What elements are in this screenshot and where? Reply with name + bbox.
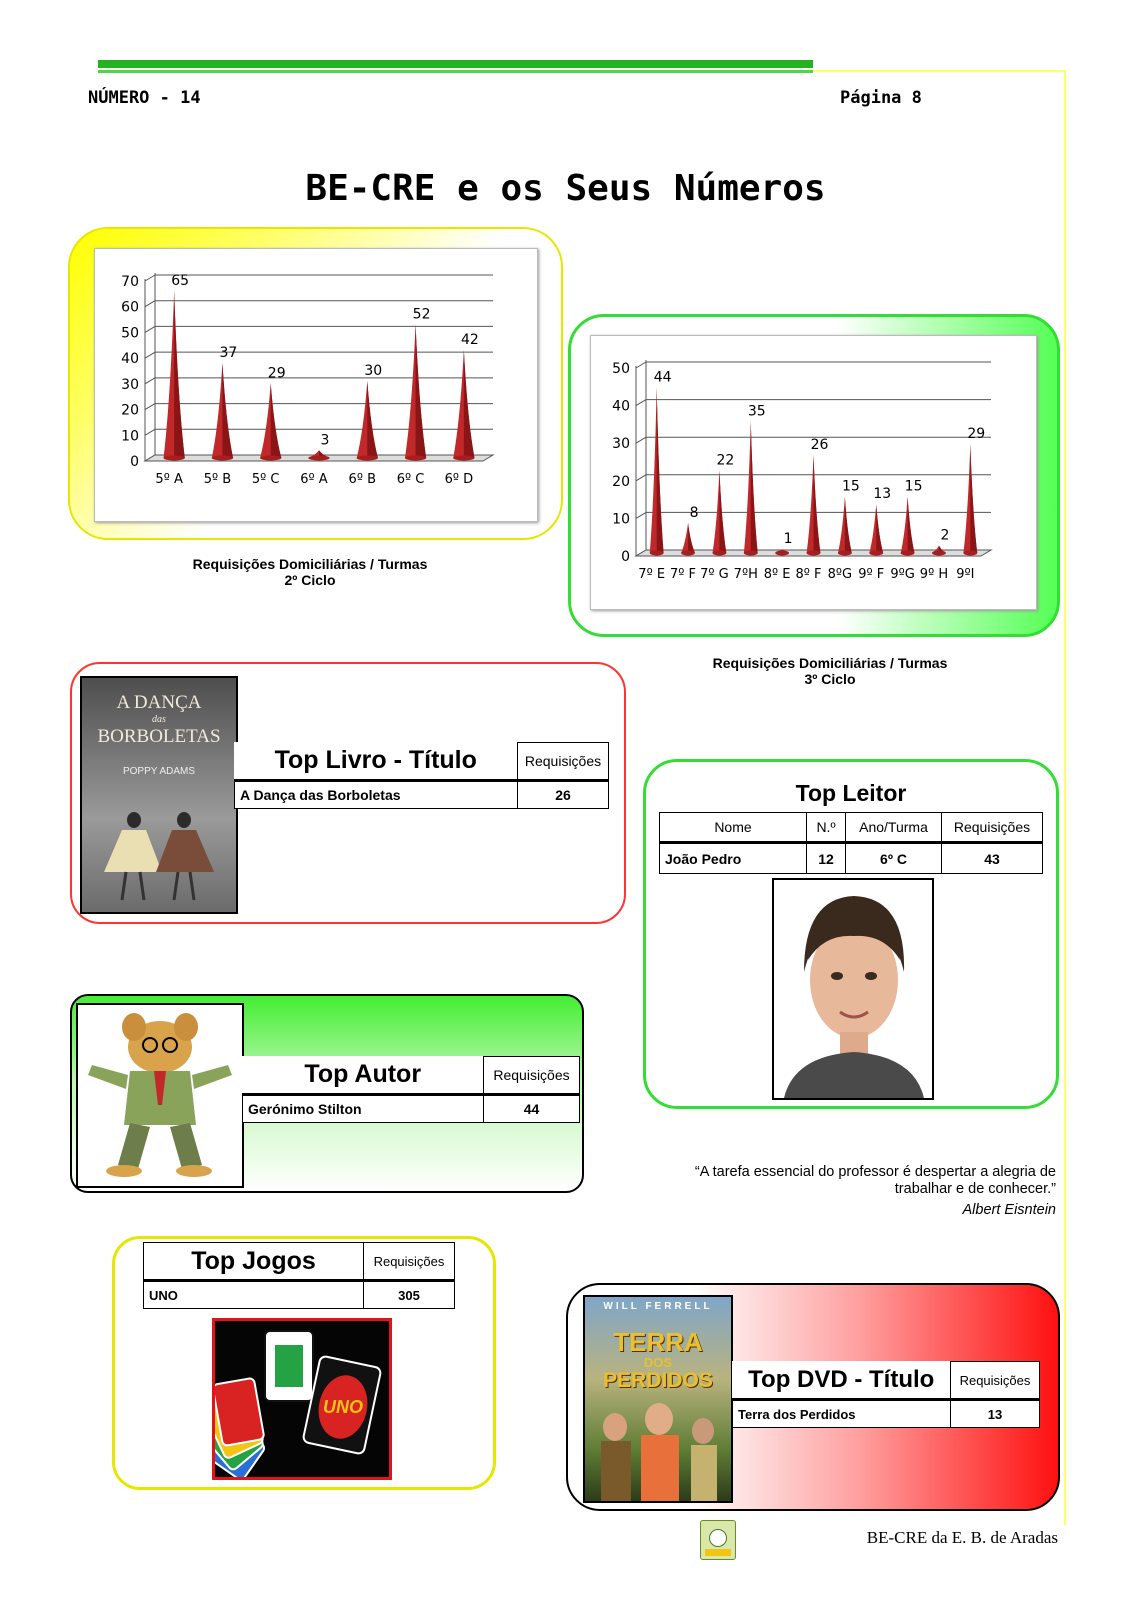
- top-livro-heading: Top Livro - Título: [235, 743, 518, 781]
- bar: [901, 497, 915, 556]
- bar: [650, 388, 664, 556]
- bar: [260, 383, 281, 460]
- tick-mark: [145, 301, 155, 307]
- chart2-caption: [680, 655, 980, 687]
- page-border-top: [813, 70, 1065, 72]
- tick-mark: [145, 326, 155, 332]
- quote: [640, 1164, 1056, 1219]
- top-leitor-col-nome: Nome: [660, 813, 807, 843]
- bar-base: [963, 551, 977, 556]
- bar-base: [713, 551, 727, 556]
- top-leitor-heading: Top Leitor: [795, 780, 907, 806]
- reader-portrait: [774, 880, 932, 1098]
- top-jogos-value: 305: [364, 1281, 455, 1309]
- bar: [807, 455, 821, 555]
- bar-shade: [970, 444, 977, 553]
- top-leitor-turma: 6º C: [846, 843, 942, 874]
- x-tick-label: 6º A: [300, 472, 328, 487]
- y-tick-label: 40: [121, 351, 139, 368]
- data-label: 13: [873, 486, 892, 503]
- book-cover-title3: BORBOLETAS: [97, 726, 221, 747]
- y-tick-label: 50: [612, 361, 630, 377]
- quote-author: Albert Eisntein: [962, 1202, 1056, 1218]
- bar-base: [901, 551, 915, 556]
- top-leitor-nome: João Pedro: [660, 843, 807, 874]
- data-label: 44: [653, 369, 672, 386]
- x-tick-label: 6º B: [348, 472, 377, 487]
- y-tick-label: 0: [130, 454, 139, 470]
- bar-base: [681, 551, 695, 556]
- data-label: 1: [783, 531, 793, 548]
- y-tick-label: 30: [612, 436, 630, 453]
- top-leitor-requisicoes: 43: [942, 843, 1043, 874]
- bar-base: [650, 551, 664, 556]
- bar-shade: [751, 421, 758, 553]
- page-title: BE-CRE e os Seus Números: [305, 168, 826, 209]
- bar-base: [164, 456, 185, 461]
- top-leitor-numero: 12: [807, 843, 846, 874]
- uno-image: [212, 1318, 392, 1480]
- chart2-caption-line2: 3º Ciclo: [804, 671, 856, 687]
- y-tick-label: 10: [612, 511, 630, 528]
- bar-shade: [367, 381, 378, 458]
- data-label: 65: [171, 272, 190, 289]
- bar-base: [775, 551, 789, 556]
- bar-base: [405, 456, 426, 461]
- data-label: 2: [940, 527, 950, 544]
- tick-mark: [636, 362, 646, 368]
- bar: [744, 421, 758, 555]
- bar: [357, 381, 378, 461]
- data-label: 42: [460, 332, 479, 348]
- top-livro-value: 26: [518, 781, 609, 809]
- bar-base: [744, 551, 758, 556]
- bar-base: [838, 551, 852, 556]
- y-tick-label: 20: [121, 402, 139, 419]
- top-dvd-table: [732, 1361, 1040, 1428]
- tick-mark: [145, 352, 155, 358]
- x-tick-label: 9ºI: [956, 567, 975, 582]
- x-tick-label: 7º G: [700, 567, 729, 582]
- bar-base: [932, 551, 946, 556]
- data-label: 15: [904, 478, 923, 495]
- x-tick-label: 8º E: [763, 567, 791, 582]
- bar-shade: [271, 383, 282, 458]
- bar-base: [260, 456, 281, 461]
- x-tick-label: 5º A: [155, 472, 183, 487]
- y-tick-label: 0: [621, 549, 630, 565]
- top-autor-name: Gerónimo Stilton: [243, 1095, 484, 1123]
- chart2: [591, 336, 1036, 609]
- bar-shade: [416, 324, 427, 458]
- top-dvd-heading: Top DVD - Título: [733, 1362, 951, 1400]
- book-cover-title2: das: [152, 714, 166, 725]
- book-cover: [80, 676, 238, 914]
- reader-photo: [772, 878, 934, 1100]
- tick-mark: [145, 378, 155, 384]
- bar: [838, 497, 852, 556]
- x-tick-label: 8ºG: [827, 567, 853, 582]
- y-tick-label: 20: [612, 473, 630, 490]
- bar: [963, 444, 977, 556]
- data-label: 8: [689, 504, 699, 521]
- top-bar-dark: [98, 60, 813, 68]
- footer-text: BE-CRE da E. B. de Aradas: [866, 1528, 1058, 1547]
- page-border-right: [1064, 70, 1066, 1525]
- bar-shade: [688, 523, 695, 553]
- top-leitor-col-requisicoes: Requisições: [942, 813, 1043, 843]
- y-tick-label: 70: [121, 274, 139, 290]
- x-tick-label: 7ºH: [733, 567, 758, 582]
- tick-mark: [636, 437, 646, 443]
- dvd-poster-title3: PERDIDOS: [603, 1369, 713, 1392]
- x-tick-label: 6º D: [444, 472, 474, 487]
- x-tick-label: 5º C: [251, 472, 280, 487]
- bar-shade: [174, 291, 185, 458]
- chart1-caption: [160, 556, 460, 588]
- book-cover-author: POPPY ADAMS: [122, 766, 196, 777]
- x-tick-label: 5º B: [203, 472, 232, 487]
- top-leitor-col-numero: N.º: [807, 813, 846, 843]
- data-label: 29: [267, 365, 286, 382]
- tick-mark: [145, 275, 155, 281]
- data-label: 52: [412, 306, 431, 323]
- bar: [453, 350, 474, 461]
- quote-line1: “A tarefa essencial do professor é despertar a alegria de: [694, 1164, 1056, 1180]
- tick-mark: [636, 400, 646, 406]
- top-livro-name: A Dança das Borboletas: [235, 781, 518, 809]
- data-label: 3: [320, 432, 330, 449]
- dvd-poster: [583, 1295, 733, 1503]
- school-logo: [700, 1520, 736, 1560]
- bar-base: [357, 456, 378, 461]
- data-label: 35: [747, 403, 766, 420]
- bar-shade: [876, 504, 883, 553]
- y-tick-label: 50: [121, 325, 139, 342]
- data-label: 29: [967, 425, 986, 442]
- y-tick-label: 10: [121, 428, 139, 445]
- chart1: [95, 249, 537, 521]
- top-jogos-table: [143, 1242, 455, 1309]
- bar: [869, 504, 883, 555]
- top-jogos-col: Requisições: [364, 1243, 455, 1281]
- top-dvd-name: Terra dos Perdidos: [733, 1400, 951, 1428]
- top-leitor-table: [659, 812, 1043, 874]
- x-tick-label: 8º F: [795, 567, 822, 582]
- page-number: Página 8: [840, 88, 922, 108]
- chart1-caption-line1: Requisições Domiciliárias / Turmas: [192, 556, 428, 572]
- bar-base: [212, 456, 233, 461]
- top-livro-col: Requisições: [518, 743, 609, 781]
- top-autor-col: Requisições: [484, 1057, 580, 1095]
- top-autor-value: 44: [484, 1095, 580, 1123]
- bar-shade: [222, 363, 233, 458]
- top-bar-light: [98, 70, 813, 73]
- top-dvd-value: 13: [951, 1400, 1040, 1428]
- uno-cards-illustration: [215, 1321, 389, 1477]
- tick-mark: [145, 429, 155, 435]
- dvd-poster-title1: TERRA: [613, 1327, 703, 1357]
- y-tick-label: 30: [121, 376, 139, 393]
- bar-shade: [814, 455, 821, 553]
- chart1-area: [94, 248, 538, 522]
- quote-line2: trabalhar e de conhecer.”: [894, 1181, 1056, 1197]
- bar: [164, 291, 185, 461]
- data-label: 30: [364, 362, 383, 379]
- x-tick-label: 9ºG: [890, 567, 915, 582]
- x-tick-label: 9º H: [919, 567, 949, 582]
- top-dvd-col: Requisições: [951, 1362, 1040, 1400]
- x-tick-label: 6º C: [396, 472, 425, 487]
- dancers-illustration: [82, 780, 236, 910]
- bar-base: [807, 551, 821, 556]
- stilton-image: [76, 1003, 244, 1188]
- issue-number: NÚMERO - 14: [88, 88, 201, 108]
- top-jogos-name: UNO: [144, 1281, 364, 1309]
- uno-logo: UNO: [323, 1397, 363, 1417]
- bar-base: [453, 456, 474, 461]
- data-label: 22: [716, 452, 735, 469]
- top-autor-heading: Top Autor: [243, 1057, 484, 1095]
- tick-mark: [145, 404, 155, 410]
- chart2-caption-line1: Requisições Domiciliárias / Turmas: [712, 655, 948, 671]
- bar-shade: [719, 470, 726, 553]
- bar: [681, 523, 695, 556]
- x-tick-label: 7º F: [670, 567, 697, 582]
- top-autor-table: [242, 1056, 580, 1123]
- top-jogos-heading: Top Jogos: [144, 1243, 364, 1281]
- top-livro-table: [234, 742, 609, 809]
- bar: [405, 324, 426, 460]
- data-label: 26: [810, 437, 829, 454]
- top-leitor-col-turma: Ano/Turma: [846, 813, 942, 843]
- y-tick-label: 60: [121, 299, 139, 316]
- y-tick-label: 40: [612, 398, 630, 415]
- chart1-caption-line2: 2º Ciclo: [284, 572, 336, 588]
- mouse-character-illustration: [78, 1005, 242, 1186]
- bar-shade: [908, 497, 915, 553]
- tick-mark: [636, 512, 646, 518]
- dvd-poster-actor: WILL FERRELL: [603, 1301, 713, 1312]
- data-label: 15: [841, 478, 860, 495]
- x-tick-label: 7º E: [638, 567, 666, 582]
- book-cover-title1: A DANÇA: [116, 692, 202, 713]
- tick-mark: [636, 475, 646, 481]
- dvd-poster-title2: DOS: [643, 1355, 673, 1370]
- bar-base: [869, 551, 883, 556]
- bar-shade: [845, 497, 852, 553]
- chart2-area: [590, 335, 1037, 610]
- x-tick-label: 9º F: [858, 567, 885, 582]
- bar-base: [308, 456, 329, 461]
- dvd-poster-characters: [585, 1393, 731, 1503]
- bar-shade: [657, 388, 664, 553]
- data-label: 37: [219, 344, 238, 361]
